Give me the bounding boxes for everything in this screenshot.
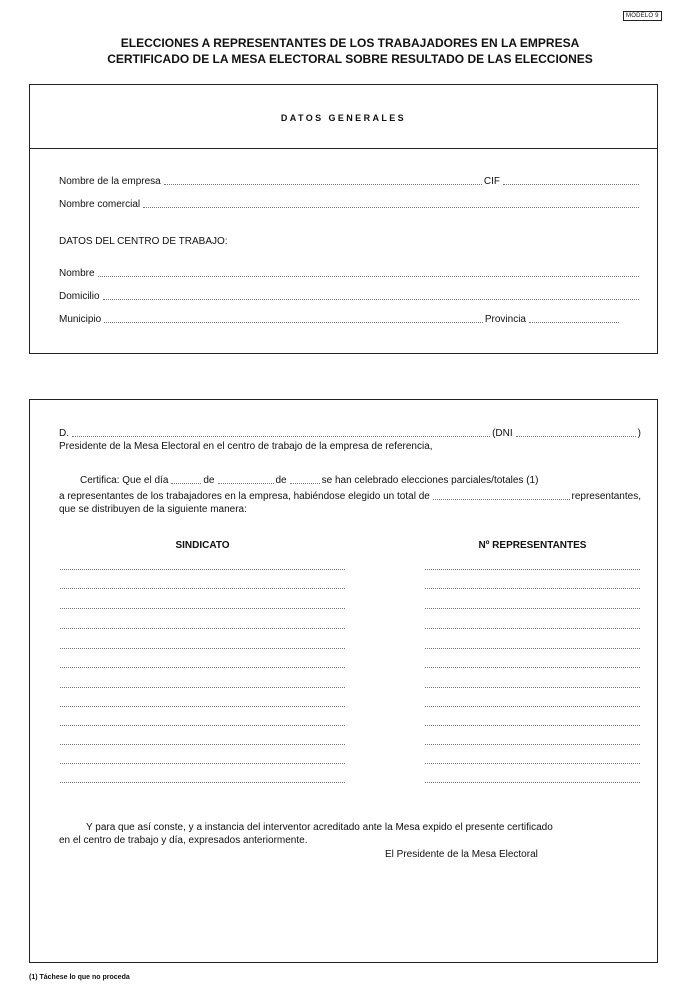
municipality-line[interactable] (104, 321, 483, 323)
reps-count-line[interactable] (425, 706, 640, 707)
workplace-heading: DATOS DEL CENTRO DE TRABAJO: (59, 236, 228, 247)
reps-count-line[interactable] (425, 628, 640, 629)
closing-text-line2: en el centro de trabajo y día, expresados anteriormente. (59, 835, 308, 846)
union-line[interactable] (60, 687, 345, 688)
company-name-line[interactable] (164, 183, 482, 185)
union-column-header: SINDICATO (175, 540, 230, 551)
union-line[interactable] (60, 628, 345, 629)
address-field[interactable] (59, 289, 641, 302)
union-line[interactable] (60, 744, 345, 745)
d-label: D. (59, 428, 69, 439)
union-line[interactable] (60, 588, 345, 589)
reps-count-line[interactable] (425, 569, 640, 570)
cif-line[interactable] (503, 183, 639, 185)
reps-count-line[interactable] (425, 648, 640, 649)
trade-name-label: Nombre comercial (59, 199, 141, 210)
union-line[interactable] (60, 608, 345, 609)
month-line[interactable] (218, 482, 274, 484)
distribution-text: que se distribuyen de la siguiente manera: (59, 504, 247, 515)
general-data-heading: DATOS GENERALES (280, 113, 407, 123)
union-line[interactable] (60, 763, 345, 764)
president-name-line[interactable] (72, 435, 490, 437)
trade-name-line[interactable] (143, 206, 639, 208)
de-text-2: de (275, 475, 287, 486)
divider (30, 148, 657, 149)
reps-count-line[interactable] (425, 725, 640, 726)
address-line[interactable] (103, 298, 639, 300)
workplace-name-line[interactable] (98, 275, 639, 277)
company-name-field[interactable] (59, 174, 641, 187)
cif-label: CIF (483, 176, 500, 187)
union-line[interactable] (60, 706, 345, 707)
province-line[interactable] (529, 321, 619, 323)
certifica-text: Certifica: Que el día (80, 475, 169, 486)
elections-text: se han celebrado elecciones parciales/totales (1) (321, 475, 539, 486)
address-label: Domicilio (59, 291, 100, 302)
reps-count-line[interactable] (425, 667, 640, 668)
de-text-1: de (203, 475, 215, 486)
reps-count-line[interactable] (425, 782, 640, 783)
company-name-label: Nombre de la empresa (59, 176, 161, 187)
trade-name-field[interactable] (59, 197, 641, 210)
workplace-name-field[interactable] (59, 266, 641, 279)
representatives-text: representantes, (571, 491, 641, 502)
form-subtitle: CERTIFICADO DE LA MESA ELECTORAL SOBRE RESULTADO DE LAS ELECCIONES (107, 52, 593, 66)
municipality-label: Municipio (59, 314, 102, 325)
year-line[interactable] (290, 482, 320, 484)
municipality-field[interactable] (59, 312, 621, 325)
workplace-name-label: Nombre (59, 268, 95, 279)
union-line[interactable] (60, 782, 345, 783)
total-reps-line[interactable] (433, 498, 570, 500)
closing-text-line1: Y para que así conste, y a instancia del interventor acreditado ante la Mesa expido el presente certificado (86, 822, 553, 833)
union-line[interactable] (60, 569, 345, 570)
dni-label: (DNI (492, 428, 513, 439)
signature-label: El Presidente de la Mesa Electoral (385, 849, 538, 860)
reps-count-line[interactable] (425, 687, 640, 688)
certificate-box (29, 399, 658, 963)
reps-count-line[interactable] (425, 608, 640, 609)
province-label: Provincia (484, 314, 526, 325)
president-line: Presidente de la Mesa Electoral en el centro de trabajo de la empresa de referencia, (59, 441, 433, 452)
union-line[interactable] (60, 648, 345, 649)
form-title: ELECCIONES A REPRESENTANTES DE LOS TRABAJADORES EN LA EMPRESA (120, 36, 580, 50)
day-line[interactable] (171, 482, 201, 484)
general-data-box (29, 84, 658, 354)
reps-count-line[interactable] (425, 763, 640, 764)
union-line[interactable] (60, 725, 345, 726)
dni-close: ) (637, 428, 641, 439)
reps-count-line[interactable] (425, 744, 640, 745)
reps-count-line[interactable] (425, 588, 640, 589)
form-code-badge: MODELO 9 (623, 11, 662, 21)
president-name-field[interactable] (59, 426, 641, 439)
dni-line[interactable] (516, 435, 636, 437)
election-date-row[interactable] (80, 473, 641, 486)
total-reps-text: a representantes de los trabajadores en la empresa, habiéndose elegido un total de (59, 491, 430, 502)
total-reps-row[interactable] (59, 489, 641, 502)
reps-column-header: Nº REPRESENTANTES (478, 540, 587, 551)
union-line[interactable] (60, 667, 345, 668)
footnote: (1) Táchese lo que no proceda (29, 974, 130, 981)
